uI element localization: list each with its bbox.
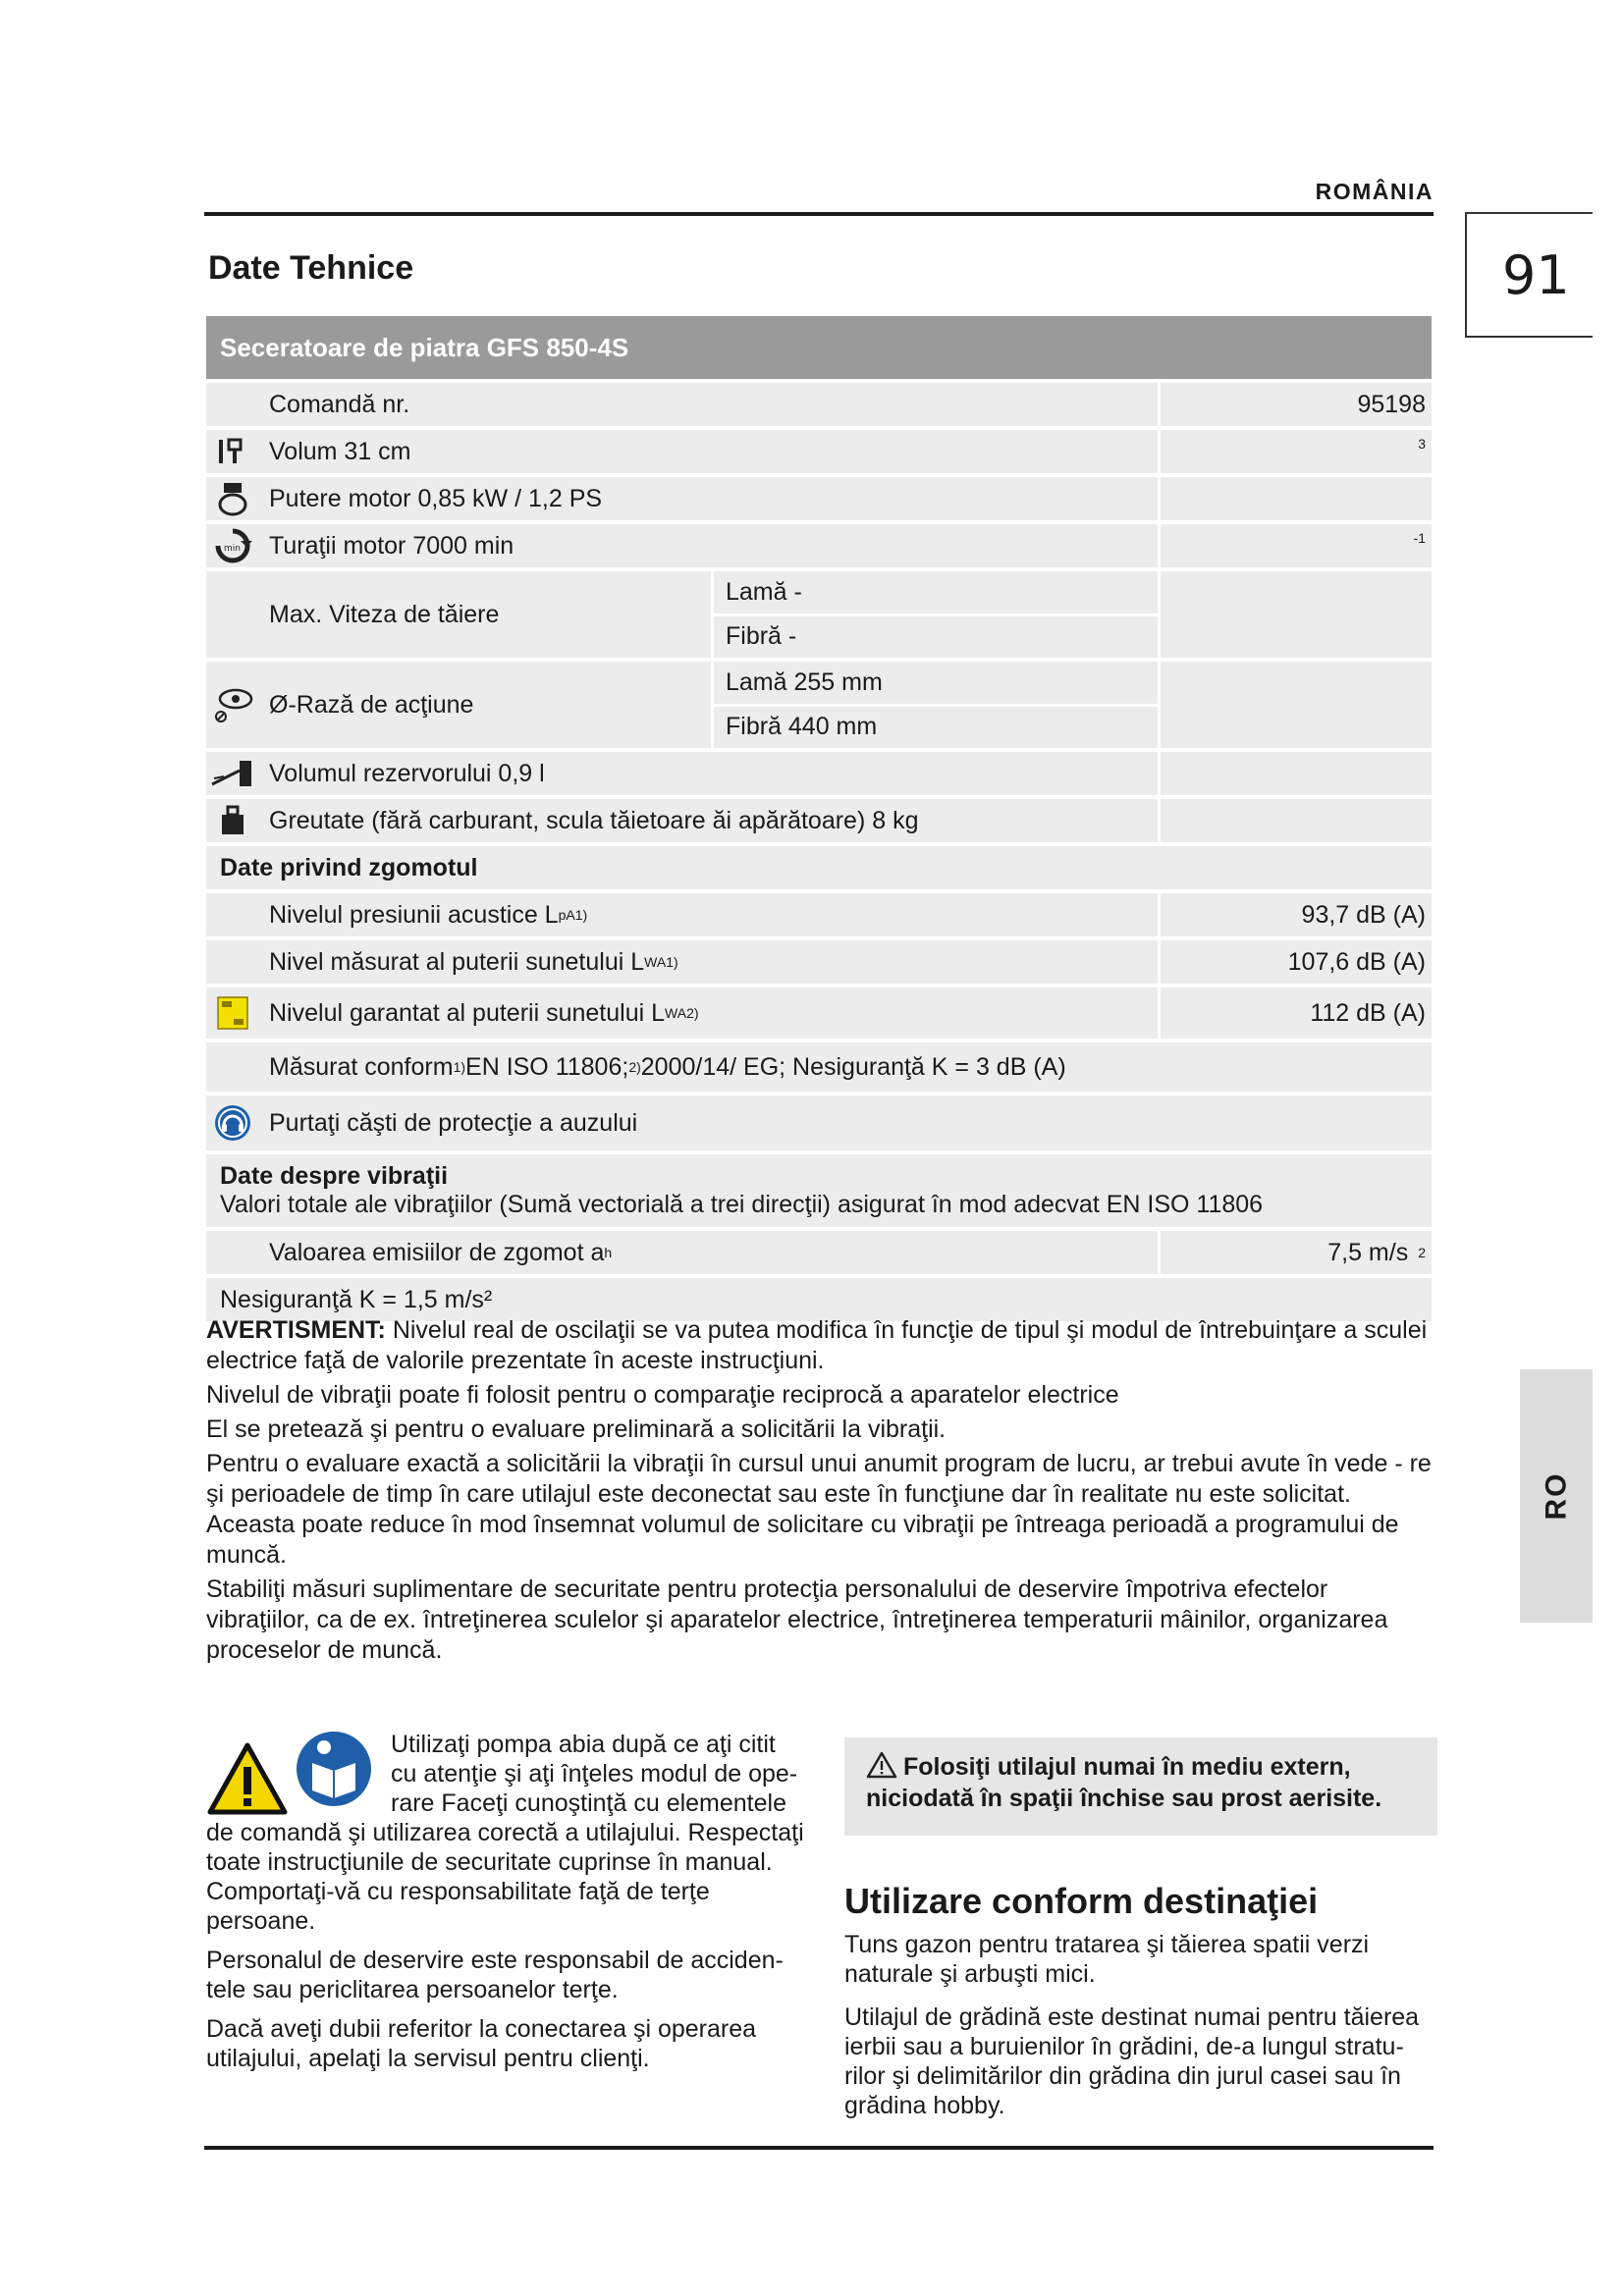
ear-protection-label: Purtaţi căşti de protecţie a auzului (269, 1108, 638, 1137)
cutting-radius-icon (206, 662, 259, 748)
intended-use-text: Tuns gazon pentru tratarea şi tăierea spatii verzi naturale şi arbuşti mici. Utilajul de grădină este destinat numai pentru tăierea ierbii sau a buruienilor în grădini, de-a lungul stratu- rilor şi delimitărilor din grădina din jurul casei sau în grădina hobby. (844, 1931, 1420, 2119)
table-row (206, 477, 1432, 520)
table-row (206, 430, 1432, 473)
intended-use-title: Utilizare conform destinaţiei (844, 1881, 1319, 1921)
spec-table-heading: Seceratoare de piatra GFS 850-4S (206, 316, 1432, 379)
guaranteed-label: Nivelul garantat al puterii sunetului L WA 2) (259, 988, 1161, 1039)
pressure-label: Nivelul presiunii acustice L pA 1) (259, 893, 1161, 936)
warning-outline-icon (866, 1751, 897, 1779)
outdoor-use-notice: Folosiţi utilajul numai în mediu extern, niciodată în spaţii închise sau prost aerisite. (844, 1737, 1437, 1836)
emission-label: Valoarea emisiilor de zgomot a h (259, 1231, 1161, 1274)
ear-protection-icon (206, 1095, 259, 1150)
table-row (206, 940, 1432, 984)
country-label: ROMÂNIA (1315, 179, 1434, 204)
volume-label: Volum 31 cm (259, 430, 1161, 473)
fuel-tank-icon (206, 752, 259, 795)
warning-label: AVERTISMENT: (206, 1316, 386, 1344)
vibration-total: Valori totale ale vibraţiilor (Sumă vectorială a trei direcţii) asigurat în mod adecvat EN ISO 11806 (220, 1191, 1264, 1218)
table-row (206, 988, 1432, 1039)
uncertainty-row: Nesiguranţă K = 1,5 m/s² (206, 1278, 1432, 1321)
radius-label: Ø-Rază de acţiune (259, 662, 714, 748)
cut-speed-label: Max. Viteza de tăiere (259, 571, 714, 658)
power-label: Putere motor 0,85 kW / 1,2 PS (259, 477, 1161, 520)
table-row (206, 662, 1432, 748)
table-row (206, 383, 1432, 426)
language-tab-label: RO (1540, 1471, 1572, 1521)
measured-conform: Măsurat conform 1) EN ISO 11806; 2) 2000/14/ EG; Nesiguranţă K = 3 dB (A) (269, 1052, 1066, 1081)
table-row (206, 752, 1432, 795)
order-label: Comandă nr. (259, 383, 1161, 426)
safety-instructions: Utilizaţi pompa abia după ce aţi citit cu atenţie şi aţi înţeles modul de ope- rare Faceţi cunoştinţă cu elementele de comandă şi utilizarea corectă a utilajului. Respectaţi toate instrucţiunile de securitate cuprinse în manual. Comportaţi-vă cu responsabilitate faţă de terţe persoane. Personalul de deservire este responsabil de acciden- tele sau periclitarea persoanelor terţe. Dacă aveţi dubii referitor la conectarea şi operarea utilajului, apelaţi la servisul pentru clienţi. (206, 1731, 804, 2072)
rpm-icon (206, 524, 259, 567)
bottom-rule (204, 2146, 1434, 2150)
table-row (206, 571, 1432, 658)
measured-power-label: Nivel măsurat al puterii sunetului L WA 1) (259, 940, 1161, 984)
svg-text:min: min (224, 544, 241, 554)
page-number: 91 (1465, 212, 1593, 338)
table-row (206, 1231, 1432, 1274)
volume-sup: 3 (1418, 436, 1426, 452)
speed-label: Turaţii motor 7000 min (259, 524, 1161, 567)
vibration-warning: AVERTISMENT: Nivelul real de oscilaţii se va putea modifica în funcţie de tipul şi modul de întrebuinţare a sculei electrice faţă de valorile prezentate în aceste instrucţiuni. Nivelul de vibraţii poate fi folosit pentru o comparaţie reciprocă a aparatelor electrice El se pretează şi pentru o evaluare preliminară a solicitării la vibraţii. Pentru o evaluare exactă a solicitării la vibraţii în cursul unui anumit program de lucru, ar trebui avute în vede - re şi perioadele de timp în care utilajul este deconectat sau este în funcţiune dar în realitate nu este solicitat. Aceasta poate reduce în mod însemnat volumul de solicitare cu vibraţii pe întreaga perioadă a programului de muncă. Stabiliţi măsuri suplimentare de securitate pentru protecţia personalului de deservire împotriva efectelor vibraţiilor, ca de ex. întreţinerea sculelor şi aparatelor electrice, întreţinerea temperaturii mâinilor, organizarea proceselor de muncă. (206, 1316, 1432, 1664)
tank-label: Volumul rezervorului 0,9 l (259, 752, 1161, 795)
vibration-section (206, 1154, 1432, 1227)
warning-triangle-icon (206, 1741, 289, 1816)
cut-speed-blade: Lamă - (726, 577, 802, 606)
table-row (206, 893, 1432, 936)
page-title: Date Tehnice (208, 249, 414, 287)
order-value: 95198 (1357, 390, 1426, 418)
spec-table (206, 316, 1432, 1325)
pressure-value: 93,7 dB (A) (1301, 900, 1426, 929)
noise-label-icon (206, 988, 259, 1039)
table-row (206, 1095, 1432, 1150)
engine-icon (206, 477, 259, 520)
read-manual-icon (295, 1730, 373, 1808)
top-rule (204, 212, 1434, 216)
cut-speed-fibre: Fibră - (714, 614, 1158, 659)
table-row (206, 524, 1432, 567)
table-row (206, 1042, 1432, 1092)
weight-icon (206, 799, 259, 842)
measured-power-value: 107,6 dB (A) (1287, 947, 1426, 976)
radius-fibre: Fibră 440 mm (714, 704, 1158, 749)
speed-sup: -1 (1413, 530, 1426, 546)
language-tab (1520, 1369, 1593, 1623)
emission-value: 7,5 m/s 2 (1327, 1238, 1426, 1266)
weight-label: Greutate (fără carburant, scula tăietoare ăi apărătoare) 8 kg (259, 799, 1161, 842)
vibration-section-title: Date despre vibraţii (220, 1162, 449, 1190)
noise-section-title: Date privind zgomotul (206, 846, 1432, 889)
guaranteed-value: 112 dB (A) (1310, 998, 1426, 1027)
radius-blade: Lamă 255 mm (726, 667, 883, 696)
piston-icon (206, 430, 259, 473)
table-row (206, 799, 1432, 842)
